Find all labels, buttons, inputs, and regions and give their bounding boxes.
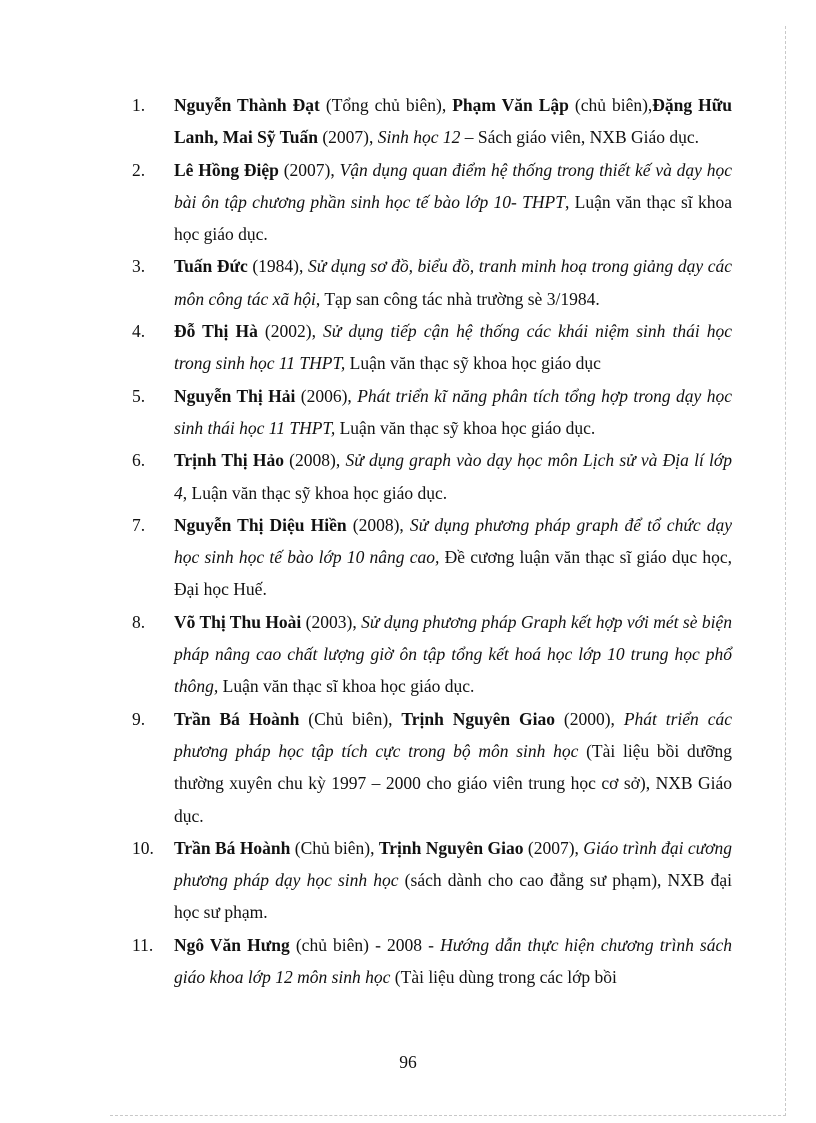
- reference-title: Sử dụng graph vào dạy học môn Lịch sử và Địa lí lớp 4: [174, 450, 732, 503]
- reference-title: Sử dụng sơ đồ, biểu đồ, tranh minh hoạ trong giảng dạy các môn công tác xã hội: [174, 256, 732, 309]
- reference-title: Giáo trình đại cương phương pháp dạy học sinh học: [174, 837, 732, 891]
- reference-list: [132, 89, 732, 993]
- reference-author: Nguyễn Thị Hải: [174, 385, 296, 406]
- reference-item: [132, 929, 732, 994]
- reference-text: (2008),: [283, 450, 346, 471]
- reference-author: Trịnh Nguyên Giao: [401, 708, 555, 729]
- reference-text: (Tài liệu bồi dưỡng thường xuyên chu kỳ 1997 – 2000 cho giáo viên trung học cơ sở), NXB Giáo dục.: [174, 740, 732, 826]
- reference-number: 4.: [132, 321, 146, 342]
- reference-item: [132, 315, 732, 380]
- reference-author: Trần Bá Hoành: [174, 708, 300, 729]
- reference-author: Lê Hồng Điệp: [174, 159, 279, 180]
- reference-author: Ngô Văn Hưng: [174, 934, 290, 955]
- reference-number: 1.: [132, 95, 146, 115]
- reference-title: Sử dụng tiếp cận hệ thống các khái niệm sinh thái học trong sinh học 11 THPT,: [174, 321, 733, 374]
- reference-title: Sử dụng phương pháp Graph kết hợp với mét sè biện pháp nâng cao chất lượng giờ ôn tập tổng kết hoá học lớp 10 trung học phổ thông,: [174, 611, 733, 697]
- reference-text: Luận văn thạc sỹ khoa học giáo dục: [345, 353, 601, 374]
- reference-title: Sử dụng phương pháp graph để tổ chức dạy học sinh học tế bào lớp 10 nâng cao,: [174, 514, 733, 568]
- reference-text: (Tài liệu dùng trong các lớp bồi: [390, 967, 617, 988]
- reference-title: Phát triển kĩ năng phân tích tổng hợp trong dạy học sinh thái học 11 THPT,: [174, 385, 732, 438]
- reference-text: (sách dành cho cao đẳng sư phạm), NXB đại học sư phạm.: [174, 870, 732, 923]
- reference-title: Sinh học 12: [377, 127, 461, 148]
- reference-author: Trịnh Nguyên Giao: [378, 837, 524, 858]
- reference-author: Phạm Văn Lập: [452, 95, 569, 115]
- reference-text: (2007),: [278, 159, 340, 180]
- reference-text: (Chủ biên),: [290, 837, 379, 858]
- reference-item: [132, 89, 732, 154]
- reference-item: [132, 703, 732, 832]
- reference-author: Trần Bá Hoành: [174, 837, 291, 858]
- reference-title: Phát triển các phương pháp học tập tích cực trong bộ môn sinh học: [174, 708, 732, 761]
- reference-title: Vận dụng quan điểm hệ thống trong thiết kế và dạy học bài ôn tập chương phần sinh học tế bào lớp 10- THPT: [174, 159, 732, 212]
- reference-text: (2000),: [555, 708, 624, 729]
- reference-text: (2007),: [523, 837, 584, 858]
- reference-text: (Chủ biên),: [299, 708, 402, 729]
- reference-number: 8.: [132, 611, 146, 632]
- reference-text: Luận văn thạc sỹ khoa học giáo dục.: [335, 417, 596, 438]
- reference-item: [132, 444, 732, 509]
- reference-number: 9.: [132, 708, 146, 729]
- reference-text: (1984),: [247, 256, 308, 277]
- reference-number: 11.: [132, 934, 154, 955]
- reference-text: (2008),: [346, 514, 410, 535]
- reference-text: (Tổng chủ biên),: [319, 95, 453, 115]
- reference-title: Hướng dẫn thực hiện chương trình sách giáo khoa lớp 12 môn sinh học: [174, 934, 732, 988]
- reference-author: Đặng Hữu Lanh, Mai Sỹ Tuấn: [174, 95, 733, 148]
- reference-author: Đỗ Thị Hà: [174, 321, 258, 342]
- reference-number: 10.: [132, 837, 154, 858]
- reference-author: Nguyễn Thị Diệu Hiền: [174, 514, 347, 535]
- reference-number: 3.: [132, 256, 146, 277]
- reference-text: (2002),: [257, 321, 324, 342]
- reference-item: [132, 509, 732, 606]
- reference-author: Nguyễn Thành Đạt: [174, 95, 320, 115]
- reference-item: [132, 250, 732, 315]
- reference-author: Tuấn Đức: [174, 256, 248, 277]
- reference-number: 6.: [132, 450, 146, 471]
- reference-text: (chủ biên) - 2008 -: [289, 934, 441, 955]
- reference-item: [132, 832, 732, 929]
- reference-author: Võ Thị Thu Hoài: [174, 611, 302, 632]
- reference-number: 7.: [132, 514, 146, 535]
- reference-item: [132, 606, 732, 703]
- reference-text: , Luận văn thạc sĩ khoa học giáo dục.: [174, 191, 732, 245]
- reference-item: [132, 154, 732, 251]
- reference-number: 5.: [132, 385, 146, 406]
- page-number: 96: [399, 1052, 417, 1072]
- reference-text: (chủ biên),: [568, 95, 653, 115]
- reference-number: 2.: [132, 159, 146, 180]
- reference-author: Trịnh Thị Hảo: [174, 450, 284, 471]
- reference-text: Luận văn thạc sĩ khoa học giáo dục.: [218, 676, 475, 697]
- reference-text: , Tạp san công tác nhà trường sè 3/1984.: [315, 288, 600, 309]
- reference-text: – Sách giáo viên, NXB Giáo dục.: [460, 127, 700, 148]
- reference-text: (2007),: [317, 127, 378, 148]
- reference-text: (2006),: [295, 385, 358, 406]
- reference-text: Đề cương luận văn thạc sĩ giáo dục học, Đại học Huế.: [174, 547, 733, 600]
- reference-text: , Luận văn thạc sỹ khoa học giáo dục.: [182, 482, 448, 503]
- reference-item: [132, 380, 732, 445]
- reference-text: (2003),: [301, 611, 362, 632]
